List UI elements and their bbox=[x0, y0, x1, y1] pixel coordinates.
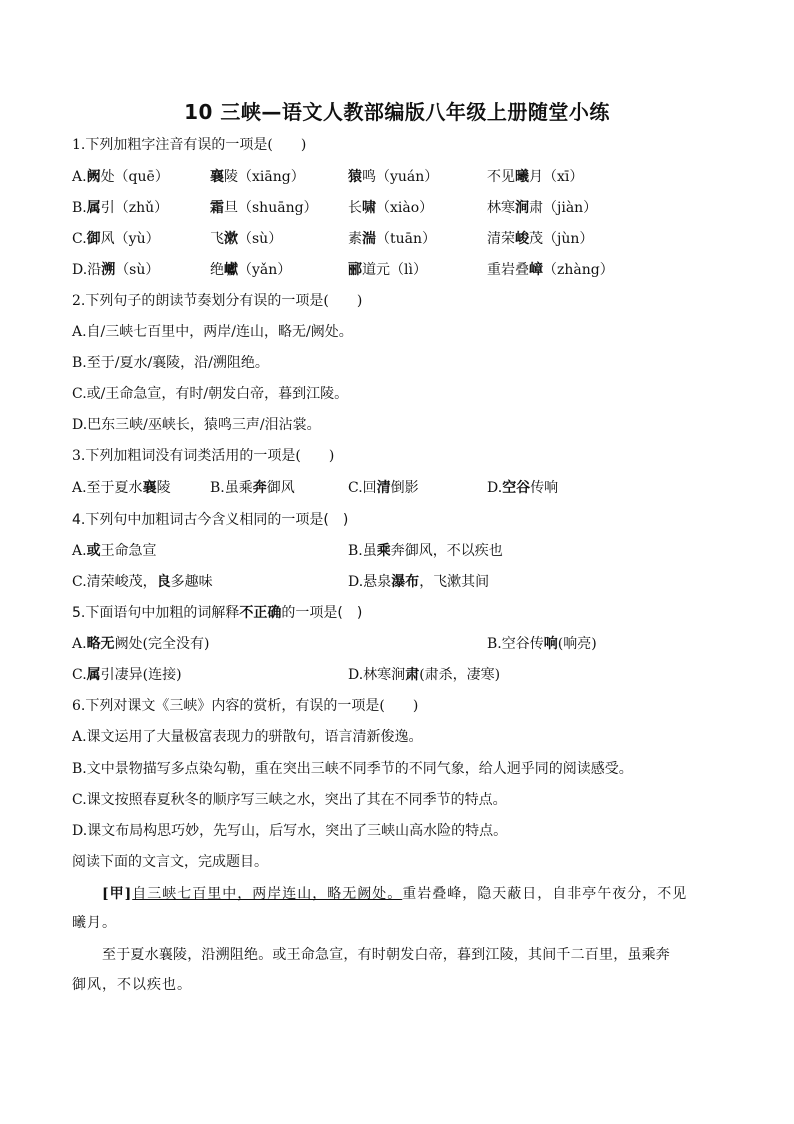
q4-option-a: A.或王命急宣 bbox=[72, 543, 157, 559]
q1-option-c-item-4: 清荣峻茂（jùn） bbox=[487, 231, 594, 247]
q1-option-d-item-2: 绝巘（yǎn） bbox=[210, 262, 292, 278]
q3-option-b: B.虽乘奔御风 bbox=[210, 480, 295, 496]
q5-stem: 5.下面语句中加粗的词解释不正确的一项是( ) bbox=[72, 605, 363, 621]
q1-option-a-item-2: 襄陵（xiāng） bbox=[210, 169, 305, 185]
q5-option-d: D.林寒涧肃(肃杀，凄寒) bbox=[348, 667, 501, 683]
q5-option-c: C.属引凄异(连接) bbox=[72, 667, 182, 683]
reading-passage-p2-cont: 御风，不以疾也。 bbox=[72, 977, 192, 993]
q2-option-c: C.或/王命急宣，有时/朝发白帝，暮到江陵。 bbox=[72, 386, 349, 402]
q1-option-letter: A. bbox=[72, 169, 87, 185]
q6-option-a: A.课文运用了大量极富表现力的骈散句，语言清新俊逸。 bbox=[72, 729, 423, 745]
q4-option-b: B.虽乘奔御风，不以疾也 bbox=[348, 543, 503, 559]
q1-option-b-item-1: B.属引（zhǔ） bbox=[72, 200, 169, 216]
page-title: 10 三峡—语文人教部编版八年级上册随堂小练 bbox=[184, 100, 610, 124]
q3-option-c: C.回清倒影 bbox=[348, 480, 419, 496]
q1-option-d-item-1: D.沿溯（sù） bbox=[72, 262, 160, 278]
q1-option-d-item-3: 郦道元（lì） bbox=[348, 262, 427, 278]
q2-stem: 2.下列句子的朗读节奏划分有误的一项是( ) bbox=[72, 293, 363, 309]
q6-option-b: B.文中景物描写多点染勾勒，重在突出三峡不同季节的不同气象，给人迥乎同的阅读感受。 bbox=[72, 761, 633, 777]
q1-option-letter: D. bbox=[72, 262, 88, 278]
reading-passage-p2: 至于夏水襄陵，沿溯阻绝。或王命急宣，有时朝发白帝，暮到江陵，其间千二百里，虽乘奔 bbox=[102, 947, 670, 963]
q1-option-letter: C. bbox=[72, 231, 87, 247]
q4-option-d: D.悬泉瀑布，飞漱其间 bbox=[348, 574, 490, 590]
q1-option-a-item-3: 猿鸣（yuán） bbox=[348, 169, 439, 185]
q2-option-d: D.巴东三峡/巫峡长，猿鸣三声/泪沾裳。 bbox=[72, 417, 321, 433]
q1-option-c-item-2: 飞漱（sù） bbox=[210, 231, 283, 247]
reading-passage-p1: [甲]自三峡七百里中，两岸连山，略无阙处。重岩叠峰，隐天蔽日，自非亭午夜分，不见 bbox=[102, 886, 688, 902]
q1-option-d-item-4: 重岩叠嶂（zhàng） bbox=[487, 262, 614, 278]
q1-option-b-item-3: 长啸（xiào） bbox=[348, 200, 434, 216]
q6-option-d: D.课文布局构思巧妙，先写山，后写水，突出了三峡山高水险的特点。 bbox=[72, 823, 508, 839]
q1-option-c-item-3: 素湍（tuān） bbox=[348, 231, 437, 247]
q2-option-b: B.至于/夏水/襄陵，沿/溯阻绝。 bbox=[72, 355, 269, 371]
reading-intro: 阅读下面的文言文，完成题目。 bbox=[72, 854, 268, 870]
q4-stem: 4.下列句中加粗词古今含义相同的一项是( ) bbox=[72, 512, 349, 528]
q1-option-a-item-1: A.阙处（quē） bbox=[72, 169, 169, 185]
q1-stem: 1.下列加粗字注音有误的一项是( ) bbox=[72, 137, 307, 153]
q1-option-c-item-1: C.御风（yù） bbox=[72, 231, 160, 247]
q1-option-b-item-4: 林寒涧肃（jiàn） bbox=[487, 200, 598, 216]
q3-stem: 3.下列加粗词没有词类活用的一项是( ) bbox=[72, 448, 335, 464]
q3-option-a: A.至于夏水襄陵 bbox=[72, 480, 171, 496]
q3-option-d: D.空谷传响 bbox=[487, 480, 559, 496]
reading-passage-p1-cont: 曦月。 bbox=[72, 915, 117, 931]
q1-option-a-item-4: 不见曦月（xī） bbox=[487, 169, 584, 185]
q1-option-b-item-2: 霜旦（shuāng） bbox=[210, 200, 318, 216]
q5-option-b: B.空谷传响(响亮) bbox=[487, 636, 597, 652]
q6-option-c: C.课文按照春夏秋冬的顺序写三峡之水，突出了其在不同季节的特点。 bbox=[72, 792, 507, 808]
q6-stem: 6.下列对课文《三峡》内容的赏析，有误的一项是( ) bbox=[72, 698, 419, 714]
q4-option-c: C.清荣峻茂，良多趣味 bbox=[72, 574, 213, 590]
q2-option-a: A.自/三峡七百里中，两岸/连山，略无/阙处。 bbox=[72, 324, 353, 340]
q1-option-letter: B. bbox=[72, 200, 87, 216]
q5-option-a: A.略无阙处(完全没有) bbox=[72, 636, 210, 652]
